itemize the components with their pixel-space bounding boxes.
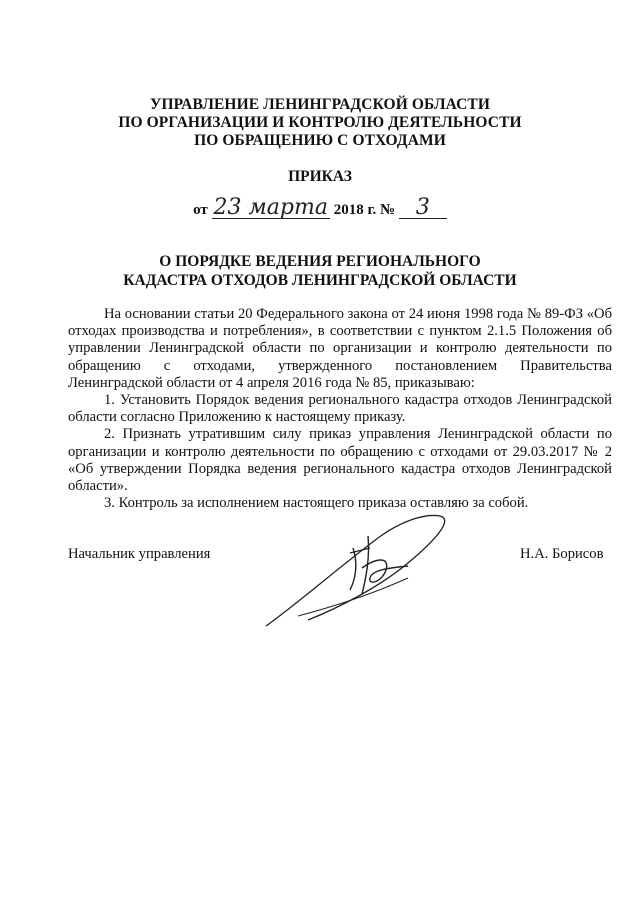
order-date-line	[0, 195, 640, 226]
header-line-2: ПО ОРГАНИЗАЦИИ И КОНТРОЛЮ ДЕЯТЕЛЬНОСТИ	[118, 114, 522, 131]
title-line-2: КАДАСТРА ОТХОДОВ ЛЕНИНГРАДСКОЙ ОБЛАСТИ	[123, 272, 517, 289]
signatory-position: Начальник управления	[68, 546, 211, 562]
handwritten-date: 23 марта	[213, 195, 328, 220]
header-line-1: УПРАВЛЕНИЕ ЛЕНИНГРАДСКОЙ ОБЛАСТИ	[149, 96, 491, 113]
document-header	[0, 96, 640, 150]
order-item-1: 1. Установить Порядок ведения регионального кадастра отходов Ленинградской области согласно Приложению к настоящему приказу.	[68, 392, 612, 426]
handwritten-order-number: 3	[399, 198, 447, 219]
header-line-3: ПО ОБРАЩЕНИЮ С ОТХОДАМИ	[194, 132, 446, 149]
order-year-number-label: 2018 г. №	[333, 202, 396, 218]
order-item-3: 3. Контроль за исполнением настоящего приказа оставляю за собой.	[104, 495, 529, 512]
title-line-1: О ПОРЯДКЕ ВЕДЕНИЯ РЕГИОНАЛЬНОГО	[159, 253, 481, 270]
date-prefix: от	[193, 202, 208, 218]
signatory-name: Н.А. Борисов	[520, 546, 604, 562]
handwritten-signature-icon	[258, 508, 458, 633]
preamble-paragraph: На основании статьи 20 Федерального закона от 24 июня 1998 года № 89-ФЗ «Об отходах производства и потребления», в соответствии с пунктом 2.1.5 Положения об управлении Ленинградской области по организации и контролю деятельности по обращению с отходами, утвержденного постановлением Правительства Ленинградской области от 4 апреля 2016 года № 85, приказываю:	[68, 306, 612, 391]
document-title	[0, 252, 640, 290]
order-label: ПРИКАЗ	[288, 168, 352, 185]
document-body	[68, 306, 612, 512]
order-item-2: 2. Признать утратившим силу приказ управления Ленинградской области по организации и контролю деятельности по обращению с отходами от 29.03.2017 № 2 «Об утверждении Порядка ведения регионального кадастра отходов Ленинградской области».	[68, 426, 612, 495]
